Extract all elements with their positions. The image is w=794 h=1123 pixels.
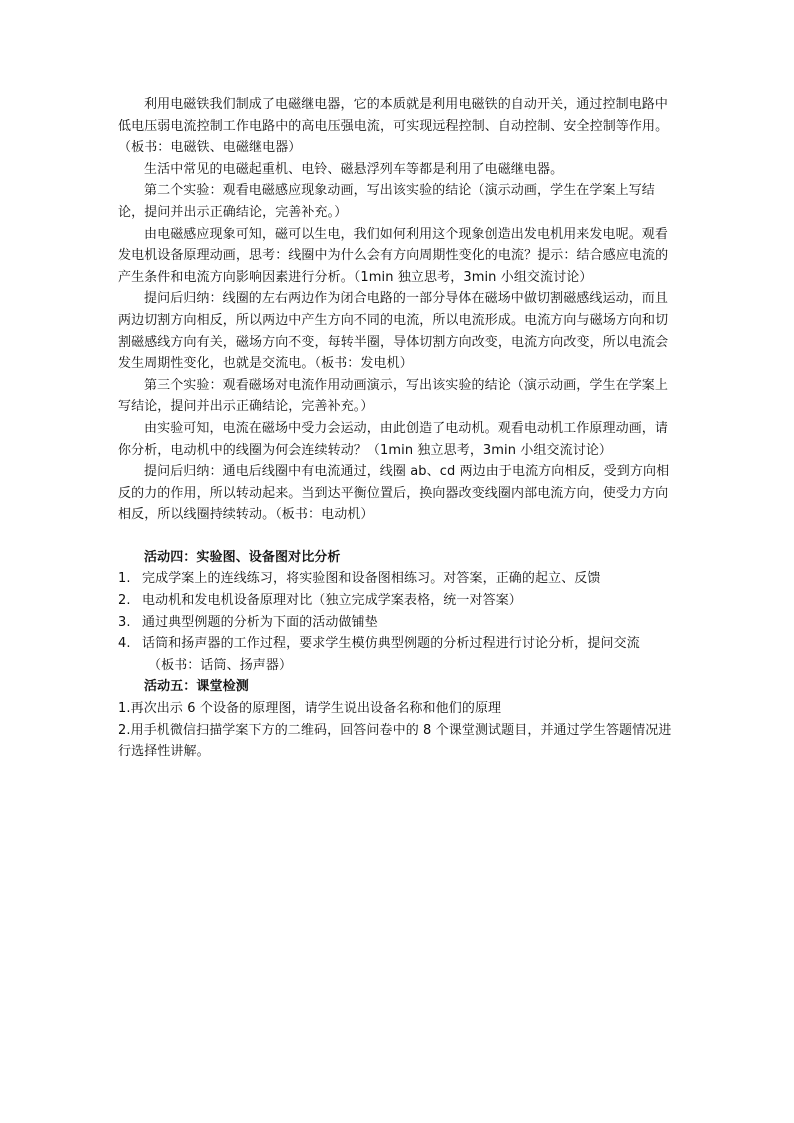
list-number: 2. — [118, 593, 131, 609]
list-item-text: 通过典型例题的分析为下面的活动做铺垫 — [142, 614, 378, 630]
paragraph-motor-question: 由实验可知，电流在磁场中受力会运动，由此创造了电动机。观看电动机工作原理动画，请你分析，电动机中的线圈为何会连续转动？（1min 独立思考，3min 小组交流讨论） — [118, 420, 669, 458]
list-number: 3. — [118, 614, 131, 630]
paragraph-experiment-three: 第三个实验：观看磁场对电流作用动画演示，写出该实验的结论（演示动画，学生在学案上写结论，提问并出示正确结论，完善补充。） — [118, 377, 669, 415]
activity-five-line: 1.再次出示 6 个设备的原理图，请学生说出设备名称和他们的原理 — [118, 701, 502, 717]
spacer — [118, 526, 678, 547]
paragraph-generator-summary: 提问后归纳：线圈的左右两边作为闭合电路的一部分导体在磁场中做切割磁感线运动，而且两边切割方向相反，所以两边中产生方向不同的电流，所以电流形成。电流方向与磁场方向和切割磁感线方向有关，磁场方向不变，每转半圈，导体切割方向改变，电流方向改变，所以电流会发生周期性变化，也就是交流电。（板书：发电机） — [118, 291, 669, 372]
list-item — [118, 612, 678, 634]
paragraph-electromagnetic-relay: 利用电磁铁我们制成了电磁继电器，它的本质就是利用电磁铁的自动开关，通过控制电路中低电压弱电流控制工作电路中的高电压强电流，可实现远程控制、自动控制、安全控制等作用。（板书：电磁铁、电磁继电器） — [118, 97, 669, 156]
paragraph-motor-summary: 提问后归纳：通电后线圈中有电流通过，线圈 ab、cd 两边由于电流方向相反，受到方向相反的力的作用，所以转动起来。当到达平衡位置后，换向器改变线圈内部电流方向，使受力方向相反，所以线圈持续转动。（板书：电动机） — [118, 464, 670, 523]
list-item-text: 电动机和发电机设备原理对比（独立完成学案表格，统一对答案） — [142, 593, 522, 609]
activity-four-heading: 活动四：实验图、设备图对比分析 — [144, 549, 341, 565]
list-item — [118, 568, 678, 590]
list-number: 1. — [118, 571, 131, 587]
list-item-text: 话筒和扬声器的工作过程，要求学生模仿典型例题的分析过程进行讨论分析，提问交流 — [142, 636, 640, 652]
board-note: （板书：话筒、扬声器） — [148, 657, 293, 673]
list-item — [118, 633, 678, 655]
activity-five-heading: 活动五：课堂检测 — [144, 679, 249, 695]
list-item — [118, 590, 678, 612]
activity-five-line: 2.用手机微信扫描学案下方的二维码，回答问卷中的 8 个课堂测试题目，并通过学生答题情况进行选择性讲解。 — [118, 722, 672, 760]
document-page — [118, 94, 678, 763]
paragraph-experiment-two: 第二个实验：观看电磁感应现象动画，写出该实验的结论（演示动画，学生在学案上写结论，提问并出示正确结论，完善补充。） — [118, 183, 655, 220]
paragraph-relay-applications: 生活中常见的电磁起重机、电铃、磁悬浮列车等都是利用了电磁继电器。 — [144, 161, 564, 177]
activity-four-list — [118, 568, 678, 654]
list-item-text: 完成学案上的连线练习，将实验图和设备图相练习。对答案，正确的起立、反馈 — [142, 571, 601, 587]
list-number: 4. — [118, 636, 131, 652]
paragraph-generator-question: 由电磁感应现象可知，磁可以生电，我们如何利用这个现象创造出发电机用来发电呢。观看发电机设备原理动画，思考：线圈中为什么会有方向周期性变化的电流？提示：结合感应电流的产生条件和电流方向影响因素进行分析。（1min 独立思考，3min 小组交流讨论） — [118, 226, 669, 285]
